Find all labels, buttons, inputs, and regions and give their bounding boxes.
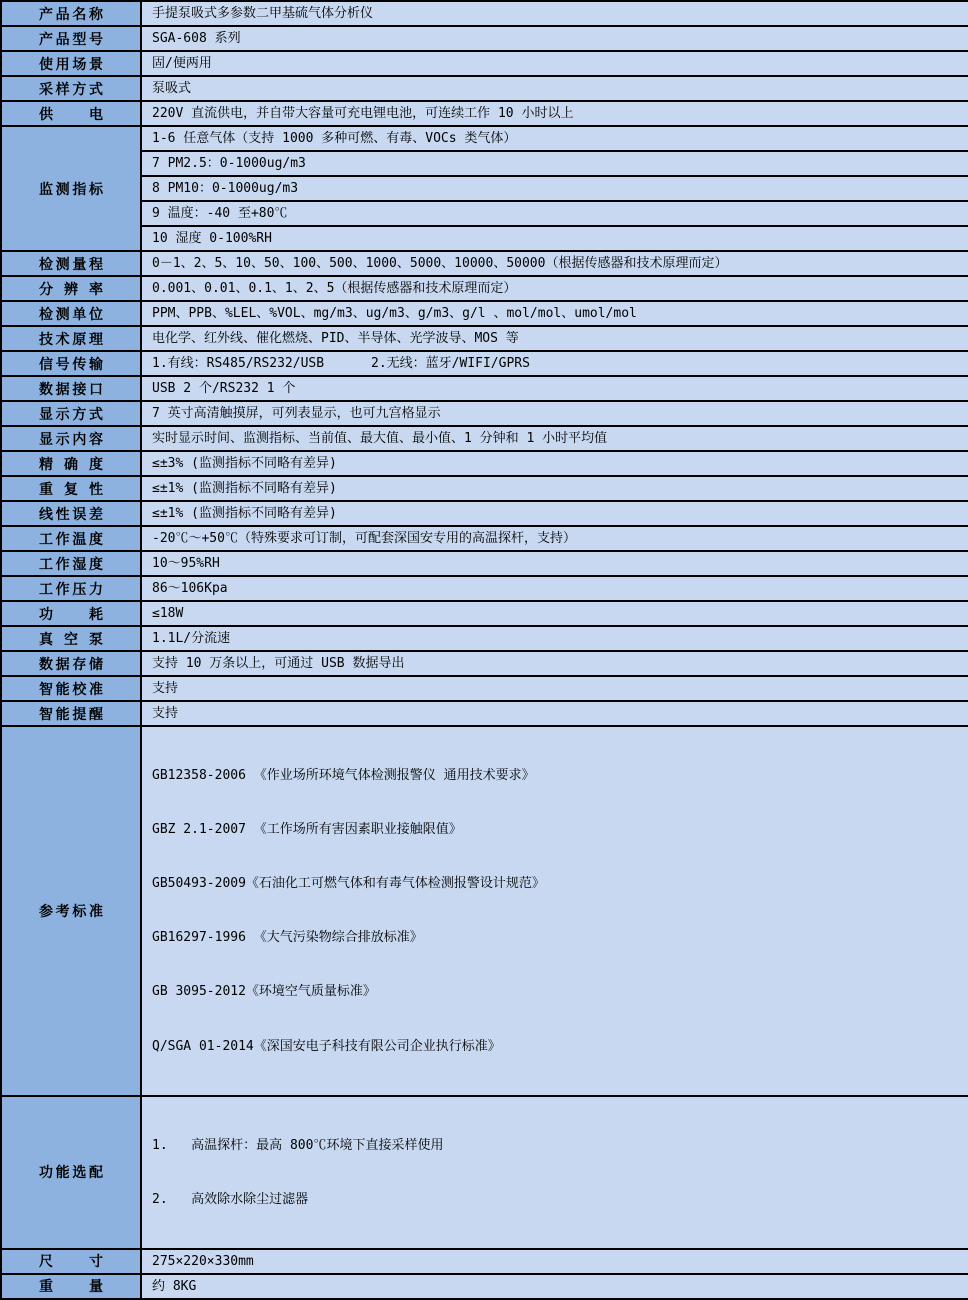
monitoring-indicators-label: 监测指标 (39, 181, 103, 198)
working-humidity-value: 10～95%RH (141, 551, 968, 576)
working-temperature-label: 工作温度 (39, 531, 103, 548)
monitoring-indicator-1-value: 1-6 任意气体（支持 1000 多种可燃、有毒、VOCs 类气体） (141, 126, 968, 151)
reference-standard-line: GBZ 2.1-2007 《工作场所有害因素职业接触限值》 (152, 822, 462, 838)
detection-range-label: 检测量程 (39, 256, 103, 273)
spec-row-data-storage (1, 651, 968, 676)
spec-row-smart-reminder (1, 701, 968, 726)
spec-row-working-pressure (1, 576, 968, 601)
data-storage-label-cell (1, 651, 141, 676)
spec-row-monitoring-indicator-3 (1, 176, 968, 201)
accuracy-value: ≤±3% (监测指标不同略有差异) (141, 451, 968, 476)
monitoring-indicators-label-cell (1, 126, 141, 251)
detection-range-label-cell (1, 251, 141, 276)
spec-row-technical-principle (1, 326, 968, 351)
spec-row-power-supply (1, 101, 968, 126)
smart-calibration-label: 智能校准 (39, 681, 103, 698)
spec-row-vacuum-pump (1, 626, 968, 651)
linearity-error-label-cell (1, 501, 141, 526)
spec-row-product-model (1, 26, 968, 51)
spec-row-linearity-error (1, 501, 968, 526)
monitoring-indicator-4-value: 9 温度：-40 至+80℃ (141, 201, 968, 226)
monitoring-indicator-5-value: 10 湿度 0-100%RH (141, 226, 968, 251)
detection-range-value: 0－1、2、5、10、50、100、500、1000、5000、10000、50000（根据传感器和技术原理而定） (141, 251, 968, 276)
weight-label: 重量 (39, 1279, 103, 1296)
dimensions-label-cell (1, 1249, 141, 1274)
spec-row-working-humidity (1, 551, 968, 576)
data-storage-label: 数据存储 (39, 656, 103, 673)
usage-scenario-label-cell (1, 51, 141, 76)
display-content-value: 实时显示时间、监测指标、当前值、最大值、最小值、1 分钟和 1 小时平均值 (141, 426, 968, 451)
spec-row-product-name (1, 1, 968, 26)
spec-row-dimensions (1, 1249, 968, 1274)
monitoring-indicator-2-value: 7 PM2.5：0-1000ug/m3 (141, 151, 968, 176)
working-pressure-label-cell (1, 576, 141, 601)
sampling-method-label-cell (1, 76, 141, 101)
weight-value: 约 8KG (141, 1274, 968, 1299)
power-consumption-label-cell (1, 601, 141, 626)
working-temperature-value: -20℃～+50℃（特殊要求可订制，可配套深国安专用的高温探杆，支持） (141, 526, 968, 551)
dimensions-label: 尺寸 (39, 1254, 103, 1271)
resolution-label-cell (1, 276, 141, 301)
reference-standard-line: GB 3095-2012《环境空气质量标准》 (152, 984, 376, 1000)
spec-row-display-mode (1, 401, 968, 426)
spec-row-power-consumption (1, 601, 968, 626)
spec-row-monitoring-indicator-2 (1, 151, 968, 176)
spec-row-smart-calibration (1, 676, 968, 701)
optional-function-line: 1. 高温探杆：最高 800℃环境下直接采样使用 (152, 1137, 444, 1153)
sampling-method-value: 泵吸式 (141, 76, 968, 101)
display-mode-label-cell (1, 401, 141, 426)
dimensions-value: 275×220×330mm (141, 1249, 968, 1274)
product-model-label: 产品型号 (39, 31, 103, 48)
power-supply-label: 供电 (39, 106, 103, 123)
spec-row-working-temperature (1, 526, 968, 551)
usage-scenario-value: 固/便两用 (141, 51, 968, 76)
repeatability-label: 重复性 (39, 481, 103, 498)
power-supply-label-cell (1, 101, 141, 126)
detection-unit-label-cell (1, 301, 141, 326)
smart-reminder-value: 支持 (141, 701, 968, 726)
display-content-label: 显示内容 (39, 431, 103, 448)
power-consumption-label: 功耗 (39, 606, 103, 623)
reference-standards-label-cell (1, 726, 141, 1096)
spec-row-monitoring-indicators (1, 126, 968, 151)
spec-row-monitoring-indicator-4 (1, 201, 968, 226)
spec-row-accuracy (1, 451, 968, 476)
vacuum-pump-label: 真空泵 (39, 631, 103, 648)
accuracy-label-cell (1, 451, 141, 476)
vacuum-pump-value: 1.1L/分流速 (141, 626, 968, 651)
smart-calibration-value: 支持 (141, 676, 968, 701)
spec-row-monitoring-indicator-5 (1, 226, 968, 251)
display-content-label-cell (1, 426, 141, 451)
detection-unit-label: 检测单位 (39, 306, 103, 323)
product-model-label-cell (1, 26, 141, 51)
signal-transmission-label: 信号传输 (39, 356, 103, 373)
spec-row-detection-range (1, 251, 968, 276)
working-pressure-value: 86～106Kpa (141, 576, 968, 601)
reference-standard-line: Q/SGA 01-2014《深国安电子科技有限公司企业执行标准》 (152, 1038, 501, 1054)
smart-reminder-label-cell (1, 701, 141, 726)
product-model-value: SGA-608 系列 (141, 26, 968, 51)
resolution-label: 分辨率 (39, 281, 103, 298)
data-interface-label: 数据接口 (39, 381, 103, 398)
detection-unit-value: PPM、PPB、%LEL、%VOL、mg/m3、ug/m3、g/m3、g/l 、mol/mol、umol/mol (141, 301, 968, 326)
display-mode-label: 显示方式 (39, 406, 103, 423)
spec-row-sampling-method (1, 76, 968, 101)
spec-row-detection-unit (1, 301, 968, 326)
working-temperature-label-cell (1, 526, 141, 551)
product-name-label: 产品名称 (39, 6, 103, 23)
linearity-error-value: ≤±1% (监测指标不同略有差异) (141, 501, 968, 526)
vacuum-pump-label-cell (1, 626, 141, 651)
working-pressure-label: 工作压力 (39, 581, 103, 598)
sampling-method-label: 采样方式 (39, 81, 103, 98)
display-mode-value: 7 英寸高清触摸屏，可列表显示，也可九宫格显示 (141, 401, 968, 426)
optional-functions-label: 功能选配 (39, 1165, 103, 1182)
reference-standard-line: GB16297-1996 《大气污染物综合排放标准》 (152, 930, 423, 946)
linearity-error-label: 线性误差 (39, 506, 103, 523)
accuracy-label: 精确度 (39, 456, 103, 473)
smart-reminder-label: 智能提醒 (39, 706, 103, 723)
working-humidity-label-cell (1, 551, 141, 576)
data-interface-value: USB 2 个/RS232 1 个 (141, 376, 968, 401)
data-interface-label-cell (1, 376, 141, 401)
reference-standards-label: 参考标准 (39, 903, 103, 920)
repeatability-value: ≤±1% (监测指标不同略有差异) (141, 476, 968, 501)
spec-row-repeatability (1, 476, 968, 501)
technical-principle-label: 技术原理 (39, 331, 103, 348)
spec-row-optional-functions (1, 1096, 968, 1249)
signal-transmission-value: 1.有线：RS485/RS232/USB 2.无线：蓝牙/WIFI/GPRS (141, 351, 968, 376)
repeatability-label-cell (1, 476, 141, 501)
working-humidity-label: 工作湿度 (39, 556, 103, 573)
smart-calibration-label-cell (1, 676, 141, 701)
reference-standard-line: GB12358-2006 《作业场所环境气体检测报警仪 通用技术要求》 (152, 768, 535, 784)
technical-principle-value: 电化学、红外线、催化燃烧、PID、半导体、光学波导、MOS 等 (141, 326, 968, 351)
product-name-value: 手提泵吸式多参数二甲基硫气体分析仪 (141, 1, 968, 26)
signal-transmission-label-cell (1, 351, 141, 376)
spec-row-weight (1, 1274, 968, 1299)
usage-scenario-label: 使用场景 (39, 56, 103, 73)
spec-row-display-content (1, 426, 968, 451)
power-supply-value: 220V 直流供电，并自带大容量可充电锂电池，可连续工作 10 小时以上 (141, 101, 968, 126)
optional-functions-label-cell (1, 1096, 141, 1249)
reference-standard-line: GB50493-2009《石油化工可燃气体和有毒气体检测报警设计规范》 (152, 876, 545, 892)
weight-label-cell (1, 1274, 141, 1299)
spec-row-resolution (1, 276, 968, 301)
spec-row-signal-transmission (1, 351, 968, 376)
optional-functions-value (141, 1096, 968, 1249)
data-storage-value: 支持 10 万条以上，可通过 USB 数据导出 (141, 651, 968, 676)
power-consumption-value: ≤18W (141, 601, 968, 626)
optional-function-line: 2. 高效除水除尘过滤器 (152, 1191, 309, 1207)
product-name-label-cell (1, 1, 141, 26)
spec-row-data-interface (1, 376, 968, 401)
monitoring-indicator-3-value: 8 PM10：0-1000ug/m3 (141, 176, 968, 201)
reference-standards-value (141, 726, 968, 1096)
resolution-value: 0.001、0.01、0.1、1、2、5（根据传感器和技术原理而定） (141, 276, 968, 301)
spec-row-usage-scenario (1, 51, 968, 76)
technical-principle-label-cell (1, 326, 141, 351)
spec-row-reference-standards (1, 726, 968, 1096)
